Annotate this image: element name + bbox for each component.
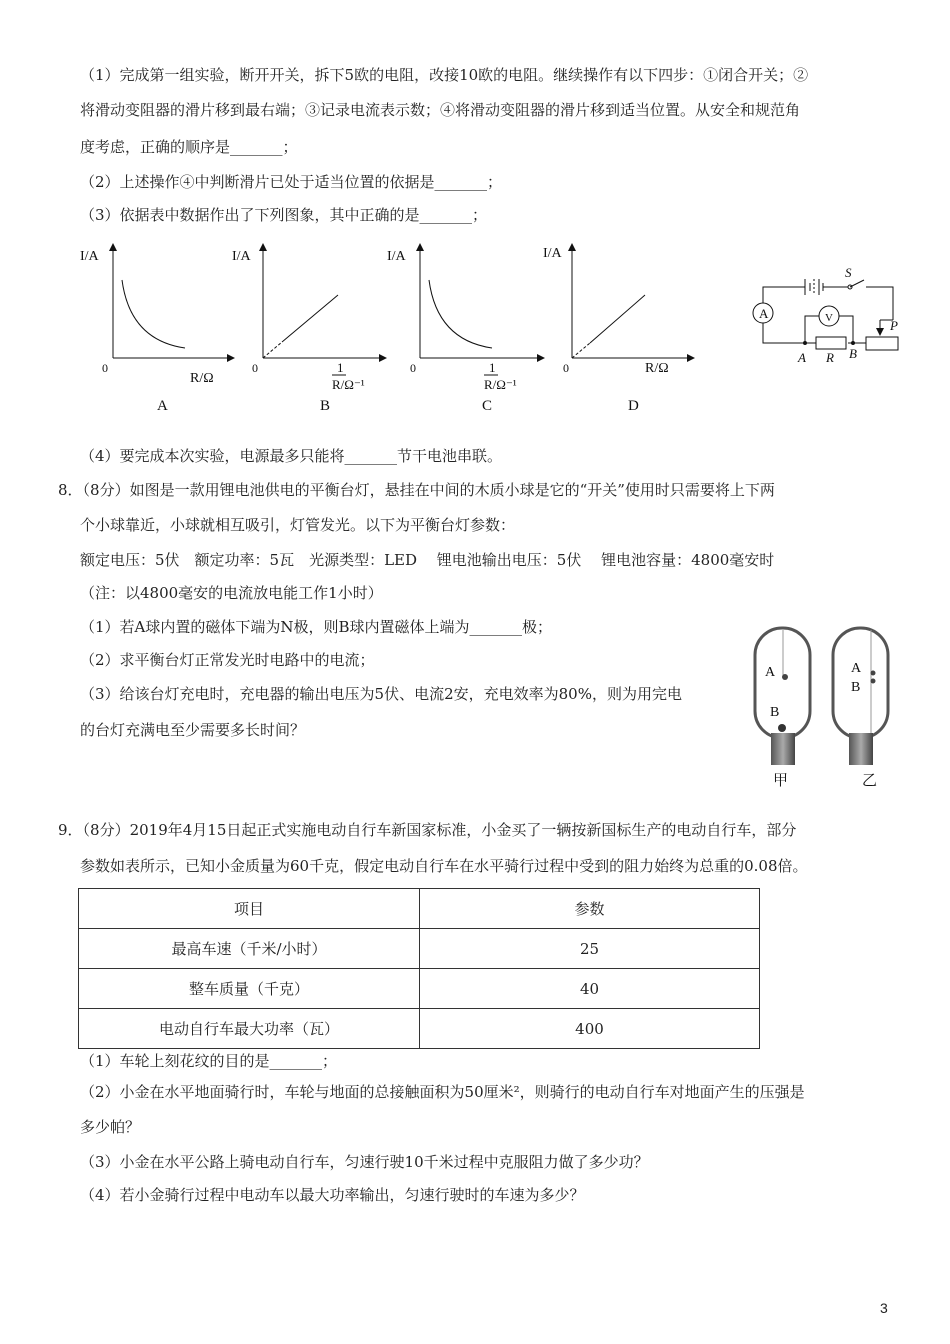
- q8-part3-line1: （3）给该台灯充电时，充电器的输出电压为5伏、电流2安，充电效率为80%，则为用完电: [80, 685, 682, 703]
- q9-stem-line2: 参数如表所示，已知小金质量为60千克，假定电动自行车在水平骑行过程中受到的阻力始终为总重的0.08倍。: [80, 857, 808, 875]
- svg-text:B: B: [851, 680, 861, 695]
- table-cell: 最高车速（千米/小时）: [79, 929, 420, 969]
- q7-part4: （4）要完成本次实验，电源最多只能将_______节干电池串联。: [80, 447, 503, 465]
- q8-part3-line2: 的台灯充满电至少需要多长时间？: [80, 721, 306, 739]
- svg-text:I/A: I/A: [387, 249, 406, 264]
- svg-text:P: P: [890, 318, 898, 333]
- q9-part4: （4）若小金骑行过程中电动车以最大功率输出，匀速行驶时的车速为多少？: [80, 1186, 585, 1204]
- svg-text:V: V: [825, 312, 833, 324]
- svg-text:0: 0: [410, 361, 416, 375]
- svg-text:0: 0: [563, 361, 569, 375]
- table-cell: 25: [420, 929, 760, 969]
- table-row: [79, 929, 760, 969]
- q9-part2-line1: （2）小金在水平地面骑行时，车轮与地面的总接触面积为50厘米²，则骑行的电动自行车对地面产生的压强是: [80, 1083, 805, 1101]
- table-row: [79, 1009, 760, 1049]
- svg-text:A: A: [851, 661, 862, 676]
- q7-part2: （2）上述操作④中判断滑片已处于适当位置的依据是_______；: [80, 173, 503, 191]
- svg-text:A: A: [765, 665, 776, 680]
- page-number: 3: [880, 1300, 888, 1316]
- svg-text:甲: 甲: [773, 773, 789, 789]
- params-table: [78, 888, 760, 1049]
- svg-text:R/Ω⁻¹: R/Ω⁻¹: [484, 377, 517, 392]
- q8-note: （注：以4800毫安的电流放电能工作1小时）: [80, 584, 383, 602]
- svg-text:C: C: [482, 398, 493, 414]
- q9-stem-line1: 9．（8分）2019年4月15日起正式实施电动自行车新国家标准，小金买了一辆按新国标生产的电动自行车，部分: [58, 821, 797, 839]
- svg-text:R: R: [826, 350, 834, 365]
- svg-text:乙: 乙: [862, 773, 878, 789]
- svg-text:I/A: I/A: [543, 246, 562, 261]
- q8-part2: （2）求平衡台灯正常发光时电路中的电流；: [80, 651, 375, 669]
- table-header-row: [79, 889, 760, 929]
- graph-a-option: A: [157, 398, 168, 414]
- svg-text:0: 0: [252, 361, 258, 375]
- svg-text:1: 1: [337, 360, 344, 375]
- svg-text:B: B: [770, 705, 780, 720]
- q8-stem-line1: 8．（8分）如图是一款用锂电池供电的平衡台灯，悬挂在中间的木质小球是它的“开关”使用时只需要将上下两: [58, 481, 775, 499]
- q9-part3: （3）小金在水平公路上骑电动自行车，匀速行驶10千米过程中克服阻力做了多少功？: [80, 1153, 649, 1171]
- lamp-yi: [833, 628, 888, 789]
- table-cell: 电动自行车最大功率（瓦）: [79, 1009, 420, 1049]
- svg-text:B: B: [320, 398, 331, 414]
- graph-a-xlabel: R/Ω: [190, 371, 214, 386]
- svg-text:D: D: [628, 398, 639, 414]
- q8-stem-line2: 个小球靠近，小球就相互吸引，灯管发光。以下为平衡台灯参数：: [80, 516, 516, 534]
- graph-a-ylabel: I/A: [80, 249, 99, 264]
- svg-text:S: S: [845, 265, 852, 280]
- ball-a: [782, 674, 788, 680]
- q7-part1-line3: 度考虑，正确的顺序是_______；: [80, 138, 298, 156]
- q8-params: 额定电压：5伏 额定功率：5瓦 光源类型：LED 锂电池输出电压：5伏 锂电池容量：4800毫安时: [80, 551, 775, 569]
- svg-text:I/A: I/A: [232, 249, 251, 264]
- table-header: 项目: [79, 889, 420, 929]
- svg-text:1: 1: [489, 360, 496, 375]
- svg-text:A: A: [759, 306, 769, 321]
- svg-text:R/Ω⁻¹: R/Ω⁻¹: [332, 377, 365, 392]
- table-cell: 40: [420, 969, 760, 1009]
- table-cell: 400: [420, 1009, 760, 1049]
- q8-part1: （1）若A球内置的磁体下端为N极，则B球内置磁体上端为_______极；: [80, 618, 553, 636]
- ball-b: [778, 724, 786, 732]
- svg-text:A: A: [798, 350, 806, 365]
- q7-part3: （3）依据表中数据作出了下列图象，其中正确的是_______；: [80, 206, 488, 224]
- q7-part1-line2: 将滑动变阻器的滑片移到最右端；③记录电流表示数；④将滑动变阻器的滑片移到适当位置。从安全和规范角: [80, 101, 801, 119]
- lamp-jia: [755, 628, 810, 789]
- q9-part1: （1）车轮上刻花纹的目的是_______；: [80, 1052, 338, 1070]
- table-cell: 整车质量（千克）: [79, 969, 420, 1009]
- svg-text:R/Ω: R/Ω: [645, 361, 669, 376]
- q9-part2-line2: 多少帕？: [80, 1118, 141, 1136]
- q7-part1-line1: （1）完成第一组实验，断开开关，拆下5欧的电阻，改接10欧的电阻。继续操作有以下四步：①闭合开关；②: [80, 66, 809, 84]
- graph-a-origin: 0: [102, 361, 108, 375]
- table-row: [79, 969, 760, 1009]
- svg-text:B: B: [849, 346, 857, 361]
- table-header: 参数: [420, 889, 760, 929]
